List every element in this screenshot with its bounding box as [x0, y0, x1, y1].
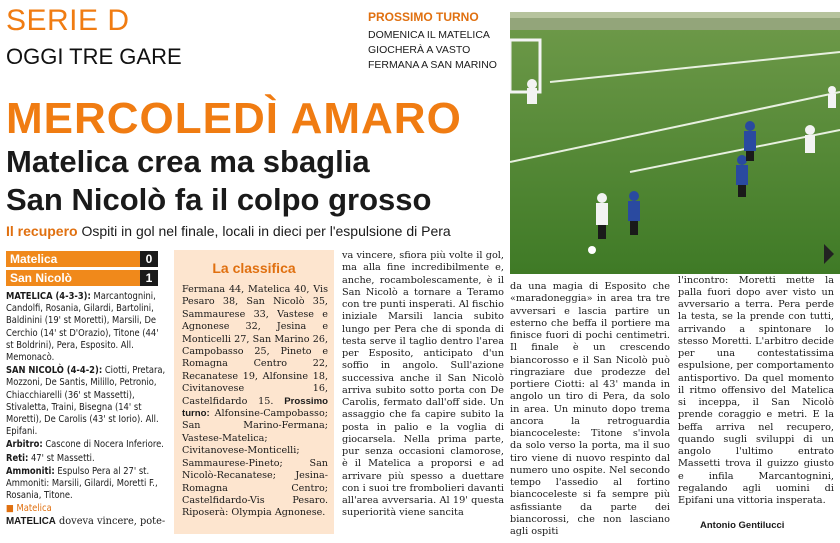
lineup-matelica-label: MATELICA (4-3-3):: [6, 291, 91, 302]
article-lead-label: MATELICA: [6, 516, 56, 527]
home-team-goals: 0: [140, 251, 158, 267]
referee-text: Cascone di Nocera Inferiore.: [45, 439, 164, 451]
article-column-1: va vincere, sfiora più volte il gol, ma alla fine incredibilmente e, anche, rocambolescamente, è il San Nicolò a tornare a Teramo con tre punti insperati. Al fischio iniziale Marsili lancia subito lungo per Pera che di sponda di testa serve il taglio dentro l'area per Esposito, anticipato d'un soffio in angolo. Sull'azione successiva anche il San Nicolò arriva subito sotto porta con De Carolis, fermato dall'off side. Un assaggio che fa capire subito la posta in palio e la voglia di giocarsela. Nella prima parte, pur senza occasioni clamorose, è il Matelica a proporsi e ad arrivare più spesso a duettare con i suoi tre frombolieri davanti all'area avversaria. Al 19' questa superiorità viene sancita: [342, 250, 504, 519]
referee-label: Arbitro:: [6, 439, 43, 451]
article-column-2: da una magia di Esposito che «maradoneggia» in area tra tre avversari e lascia partire un esterno che beffa il portiere ma finisce fuori di pochi centimetri. Il finale è un crescendo biancorosso e il San Nicolò può ringraziare due prodezze del portiere Ciotti: al 43' manda in angolo un tiro di Pera, da solo in area. Un minuto dopo trema ancora la retroguardia biancoceleste: Titone s'invola da solo verso la porta, ma il suo tiro viene di nuovo respinto dal numero uno ospite. Nel secondo tempo l'assedio al fortino biancoceleste si fa sempre più asfissiante da parte dei biancorossi, che non lasciano agli ospiti: [510, 281, 670, 537]
next-turn-line: DOMENICA IL MATELICA: [368, 29, 490, 41]
subheadline-label: Il recupero: [6, 223, 78, 239]
bookings-label: Ammoniti:: [6, 465, 55, 477]
referee: [6, 439, 166, 451]
match-photo-image: [510, 12, 840, 274]
goals-text: 47' st Massetti.: [30, 452, 95, 464]
match-report-card: [6, 291, 166, 517]
standings-text: [182, 284, 328, 520]
standings-heading: La classifica: [212, 260, 296, 276]
lineup-matelica-text: Marcantognini, Candolfi, Rosania, Gilardi, Bartolini, Baldinini (19' st Moretti), Marsili, De Cerchio (14' st D'Orazio), Titone (44' st Boldrini), Pera, Esposito. All. Memonacò.: [6, 291, 159, 364]
lineup-sannicolo-text: Ciotti, Pretara, Mozzoni, De Santis, Milillo, Petronio, Chiacchiarelli (36' st Massetti), Stivaletta, Traini, Bisegna (14' st Moretti), De Carolis (43' st Iorio). All. Epifani.: [6, 365, 166, 438]
article-author: Antonio Gentilucci: [700, 520, 785, 531]
away-team-name: San Nicolò: [10, 271, 73, 285]
subheadline-text: Ospiti in gol nel finale, locali in dieci per l'espulsione di Pera: [81, 223, 451, 239]
goals: [6, 453, 166, 465]
team-tag: ■ Matelica: [6, 503, 52, 515]
next-turn-box: [368, 10, 508, 73]
subheadline: [6, 222, 451, 240]
match-photo: [510, 12, 840, 274]
headline-line-1: Matelica crea ma sbaglia: [6, 144, 370, 179]
score-row-away: [6, 270, 158, 286]
standings-next-text: Alfonsine-Campobasso; San Marino-Fermana; Vastese-Matelica; Civitanovese-Monticelli; Sammaurese-Pineto; San Nicolò-Recanatese; Jesina-Romagna Centro; Castelfidardo-Vis Pesaro. Riposerà: Olympia Agnonese.: [182, 408, 328, 519]
next-turn-title: PROSSIMO TURNO: [368, 10, 479, 24]
lineup-sannicolo-label: SAN NICOLÒ (4-4-2):: [6, 365, 103, 377]
standings-box: [174, 250, 334, 534]
goals-label: Reti:: [6, 452, 29, 464]
section-subkicker: OGGI TRE GARE: [6, 44, 182, 69]
bookings: [6, 466, 166, 503]
headline-overline: MERCOLEDÌ AMARO: [6, 94, 462, 143]
home-team-name: Matelica: [10, 252, 58, 266]
next-turn-line: FERMANA A SAN MARINO: [368, 59, 497, 71]
lineup-sannicolo: [6, 365, 166, 438]
chevron-right-icon[interactable]: [824, 244, 834, 264]
score-row-home: [6, 251, 158, 267]
headline-line-2: San Nicolò fa il colpo grosso: [6, 182, 432, 217]
standings-next-label: Prossimo turno:: [182, 395, 328, 420]
standings-list: Fermana 44, Matelica 40, Vis Pesaro 38, San Nicolò 35, Sammaurese 33, Vastese e Agnonese 32, Jesina e Monticelli 27, San Marino 26, Campobasso 25, Pineto e Romagna Centro 22, Recanatese 19, Alfonsine 18, Civitanovese 16, Castelfidardo 15.: [182, 284, 328, 407]
lineup-matelica: [6, 291, 166, 364]
bookings-text: Espulso Pera al 27' st. Ammoniti: Marsili, Gilardi, Moretti F., Rosania, Titone.: [6, 465, 158, 502]
article-lead: [6, 516, 166, 528]
article-lead-text: doveva vincere, pote-: [59, 516, 166, 527]
section-kicker: SERIE D: [6, 4, 130, 37]
away-team-goals: 1: [140, 270, 158, 286]
article-column-3: l'incontro: Moretti mette la palla fuori dopo aver visto un avversario a terra. Pera perde la testa, se la prende con tutti, arrivando a spintonare lo stesso Moretti. L'arbitro decide per una contestatissima espulsione, per comportamento antisportivo. Da quel momento il ritmo offensivo del Matelica si inceppa, il San Nicolò prende coraggio e metri. E la beffa arriva nel recupero, quando sugli sviluppi di un angolo l'ultimo entrato Massetti trova il guizzo giusto e infila Marcantognini, regalando agli uomini di Epifani una vittoria insperata.: [678, 274, 834, 506]
next-turn-line: GIOCHERÀ A VASTO: [368, 44, 471, 56]
